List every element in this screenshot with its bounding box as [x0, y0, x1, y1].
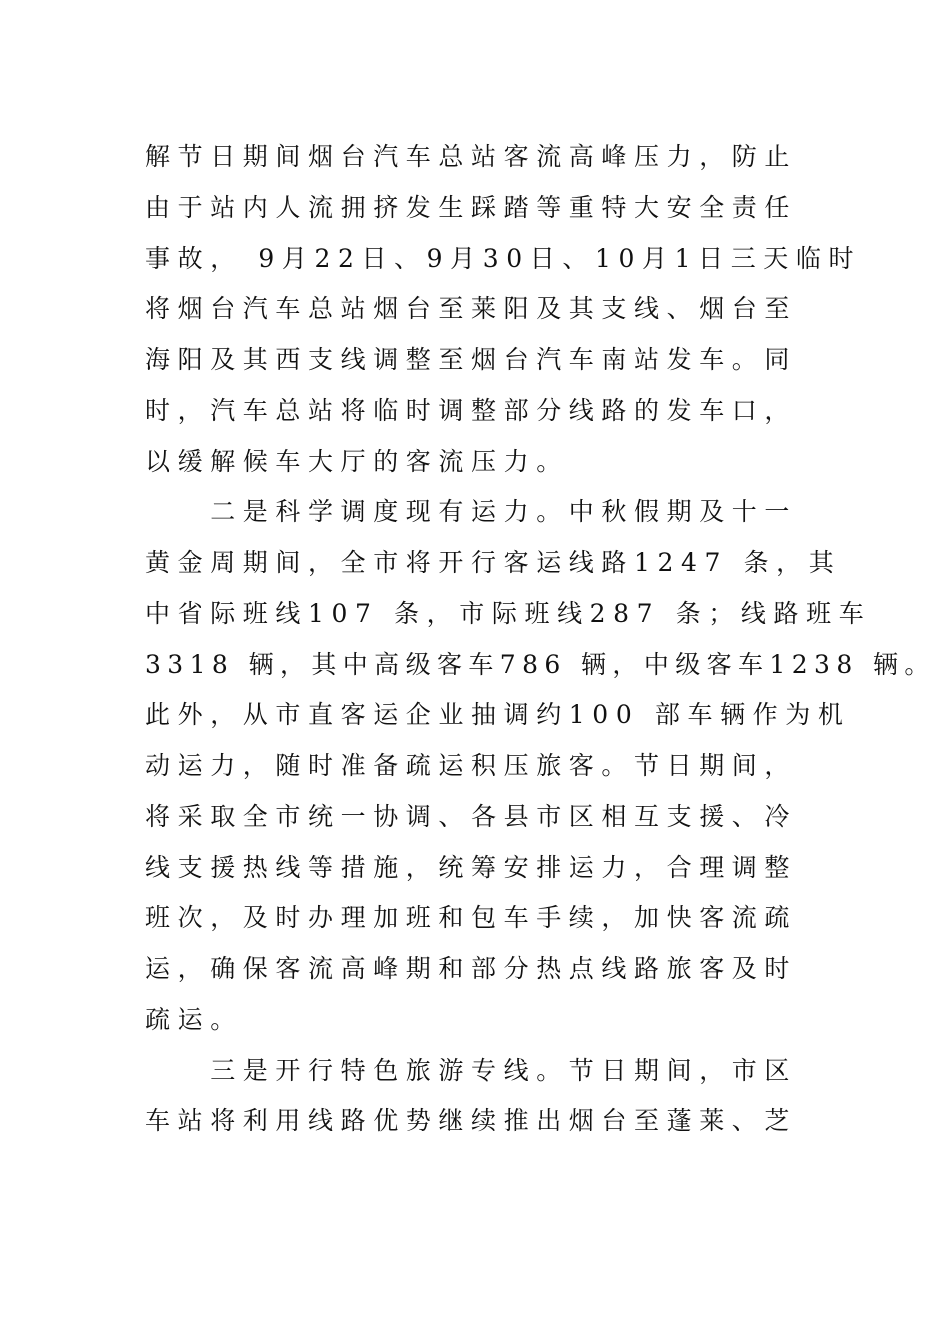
text-line-9: 黄金周期间，全市将开行客运线路1247 条，其 — [145, 548, 842, 577]
text-line-17: 运，确保客流高峰期和部分热点线路旅客及时 — [145, 954, 798, 983]
text-line-7: 以缓解候车大厅的客流压力。 — [145, 446, 569, 476]
text-line-13: 动运力，随时准备疏运积压旅客。节日期间， — [145, 751, 798, 780]
body-text — [145, 132, 936, 1147]
text-line-2: 由于站内人流拥挤发生踩踏等重特大安全责任 — [145, 192, 798, 222]
text-line-12: 此外，从市直客运企业抽调约100 部车辆作为机 — [145, 700, 851, 730]
text-line-15: 线支援热线等措施，统筹安排运力，合理调整 — [145, 852, 798, 882]
text-line-14: 将采取全市统一协调、各县市区相互支援、冷 — [145, 801, 798, 831]
text-line-19: 三是开行特色旅游专线。节日期间，市区 — [145, 1055, 798, 1085]
text-line-5: 海阳及其西支线调整至烟台汽车南站发车。同 — [145, 345, 798, 374]
text-line-6: 时，汽车总站将临时调整部分线路的发车口， — [145, 395, 798, 425]
text-line-3: 事故， 9月22日、9月30日、10月1日三天临时 — [145, 243, 862, 273]
text-line-1: 解节日期间烟台汽车总站客流高峰压力，防止 — [145, 142, 798, 171]
text-line-11: 3318 辆，其中高级客车786 辆，中级客车1238 辆。 — [145, 649, 936, 679]
text-line-16: 班次，及时办理加班和包车手续，加快客流疏 — [145, 903, 798, 933]
text-line-10: 中省际班线107 条，市际班线287 条；线路班车 — [145, 598, 872, 628]
text-line-18: 疏运。 — [145, 1004, 243, 1034]
text-line-4: 将烟台汽车总站烟台至莱阳及其支线、烟台至 — [145, 294, 798, 324]
text-line-20: 车站将利用线路优势继续推出烟台至蓬莱、芝 — [145, 1106, 798, 1136]
text-line-8: 二是科学调度现有运力。中秋假期及十一 — [145, 497, 798, 527]
